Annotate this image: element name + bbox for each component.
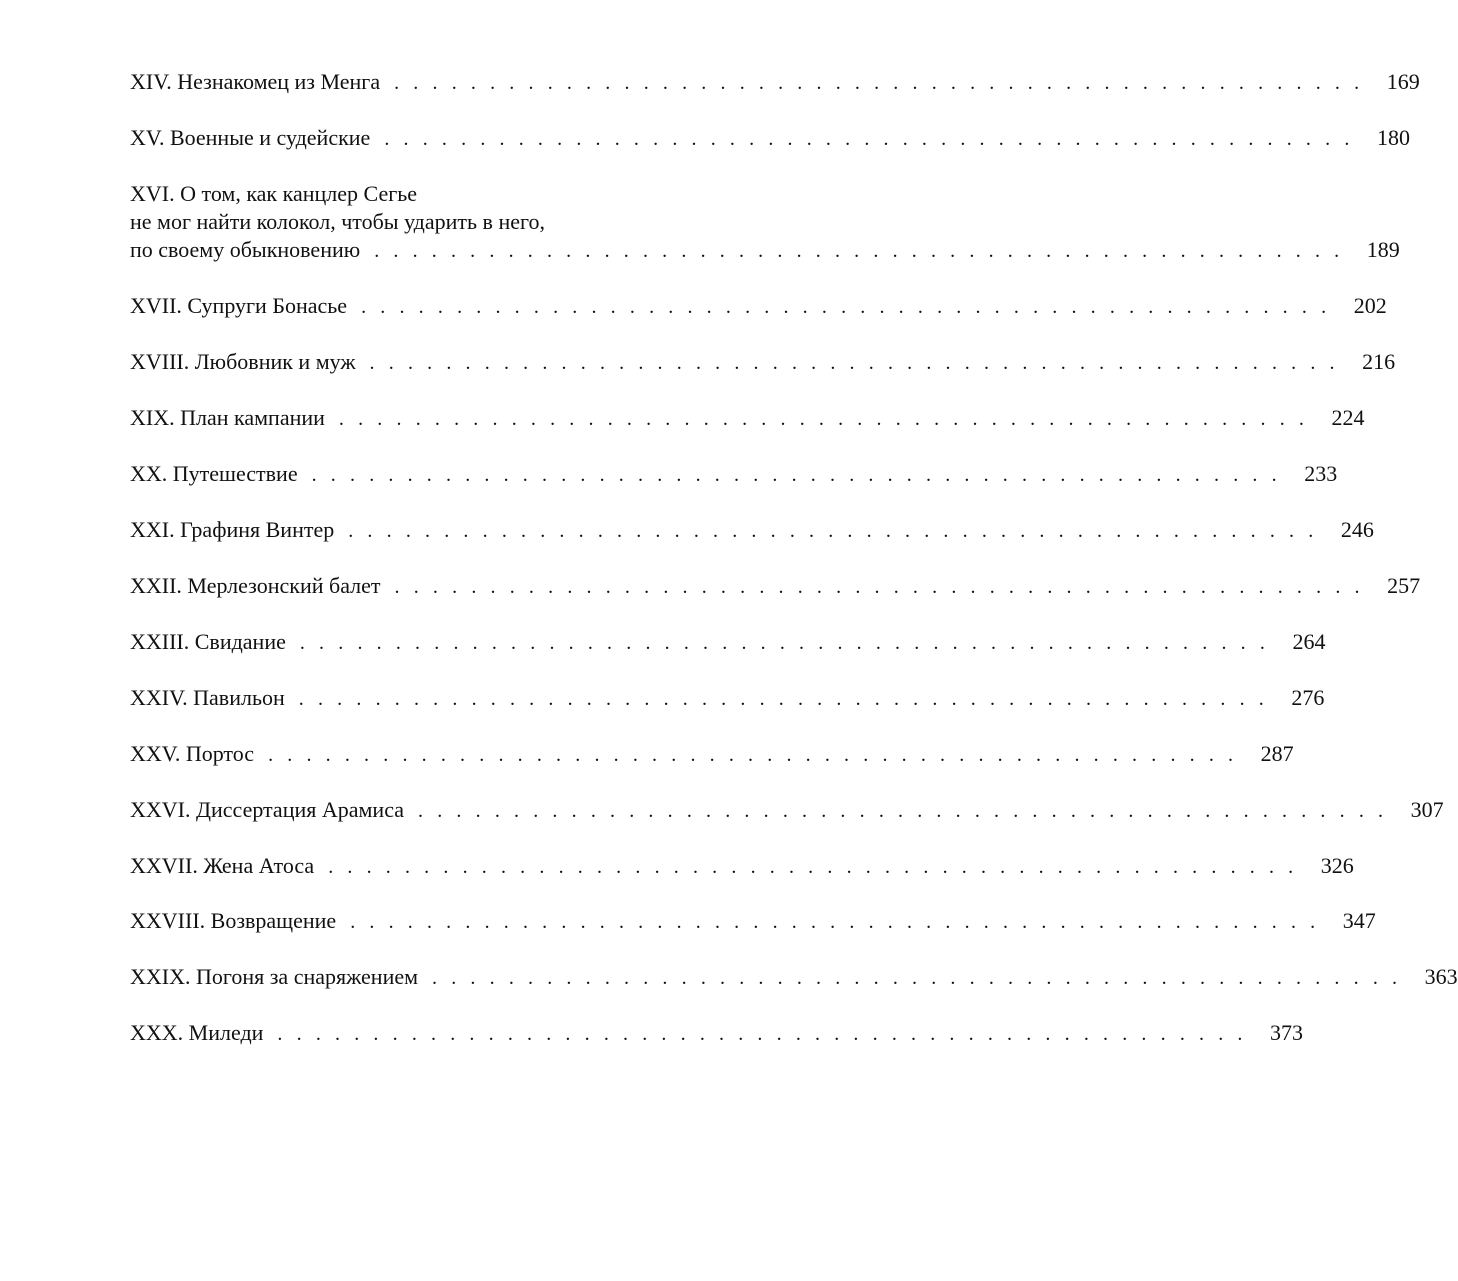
leader-dots: . . . . . . . . . . . . . . . . . . . . . . . . . . . . . . . . . . . . . . . . . . . . . . . . . . .	[394, 576, 1365, 598]
toc-entry-title: XVIII. Любовник и муж	[130, 349, 356, 374]
toc-entry-title: XXIII. Свидание	[130, 629, 286, 654]
toc-entry-page-number: 307	[1410, 797, 1444, 822]
toc-entry-page-number: 216	[1362, 349, 1396, 374]
toc-entry-title: XIV. Незнакомец из Менга	[130, 69, 381, 94]
toc-entry[interactable]	[130, 572, 1421, 601]
toc-entry-line	[130, 907, 1376, 936]
leader-dots: . . . . . . . . . . . . . . . . . . . . . . . . . . . . . . . . . . . . . . . . . . . . . . . . . . .	[277, 1023, 1248, 1045]
toc-entry-line	[130, 963, 1458, 992]
toc-entry-title: XVII. Супруги Бонасье	[130, 293, 348, 318]
toc-entry-page-number: 363	[1424, 964, 1458, 989]
toc-entry-title-line: не мог найти колокол, чтобы ударить в него,	[130, 209, 545, 234]
leader-dots: . . . . . . . . . . . . . . . . . . . . . . . . . . . . . . . . . . . . . . . . . . . . . . . . . . .	[311, 464, 1282, 486]
toc-entry-line	[130, 68, 1420, 97]
toc-entry[interactable]	[130, 68, 1420, 97]
toc-entry-page-number: 169	[1386, 69, 1420, 94]
toc-entry-page-number: 233	[1304, 461, 1338, 486]
toc-entry[interactable]	[130, 907, 1376, 936]
toc-entry-line	[130, 236, 1400, 265]
toc-entry-page-number: 189	[1366, 237, 1400, 262]
toc-entry-title: XXV. Портос	[130, 741, 255, 766]
leader-dots: . . . . . . . . . . . . . . . . . . . . . . . . . . . . . . . . . . . . . . . . . . . . . . . . . . .	[299, 632, 1270, 654]
toc-entry-page-number: 373	[1270, 1020, 1304, 1045]
toc-entry[interactable]	[130, 1019, 1304, 1048]
toc-entry-page-number: 276	[1291, 685, 1325, 710]
toc-entry-page-number: 287	[1260, 741, 1294, 766]
toc-entry-title: XV. Военные и судейские	[130, 125, 371, 150]
leader-dots: . . . . . . . . . . . . . . . . . . . . . . . . . . . . . . . . . . . . . . . . . . . . . . . . . . .	[374, 240, 1344, 262]
toc-entry-line	[130, 628, 1326, 657]
toc-entry[interactable]	[130, 348, 1396, 377]
toc-entry-line	[130, 460, 1338, 489]
toc-entry[interactable]	[130, 796, 1444, 825]
toc-entry-line	[130, 852, 1354, 881]
toc-entry[interactable]	[130, 628, 1326, 657]
toc-entry-page-number: 347	[1342, 908, 1376, 933]
toc-entry-title: XXX. Миледи	[130, 1020, 264, 1045]
toc-entry-line	[130, 516, 1374, 545]
toc-entry-line	[130, 348, 1396, 377]
leader-dots: . . . . . . . . . . . . . . . . . . . . . . . . . . . . . . . . . . . . . . . . . . . . . . . . . . .	[328, 856, 1298, 878]
toc-entry-page-number: 180	[1376, 125, 1410, 150]
toc-entry[interactable]	[130, 740, 1294, 769]
toc-entry-line	[130, 740, 1294, 769]
leader-dots: . . . . . . . . . . . . . . . . . . . . . . . . . . . . . . . . . . . . . . . . . . . . . . . . . . .	[268, 744, 1238, 766]
toc-entry[interactable]	[130, 852, 1354, 881]
toc-entry[interactable]	[130, 516, 1374, 545]
leader-dots: . . . . . . . . . . . . . . . . . . . . . . . . . . . . . . . . . . . . . . . . . . . . . . . . . . .	[384, 128, 1354, 150]
toc-entry-line	[130, 796, 1444, 825]
toc-entry-page-number: 246	[1340, 517, 1374, 542]
leader-dots: . . . . . . . . . . . . . . . . . . . . . . . . . . . . . . . . . . . . . . . . . . . . . . . . . . .	[394, 72, 1364, 94]
leader-dots: . . . . . . . . . . . . . . . . . . . . . . . . . . . . . . . . . . . . . . . . . . . . . . . . . . .	[418, 800, 1388, 822]
toc-entry[interactable]	[130, 124, 1410, 153]
toc-entry-line	[130, 124, 1410, 153]
toc-entry-title: по своему обыкновению	[130, 237, 361, 262]
leader-dots: . . . . . . . . . . . . . . . . . . . . . . . . . . . . . . . . . . . . . . . . . . . . . . . . . . .	[350, 911, 1320, 933]
leader-dots: . . . . . . . . . . . . . . . . . . . . . . . . . . . . . . . . . . . . . . . . . . . . . . . . . . .	[298, 688, 1269, 710]
toc-entry[interactable]	[130, 292, 1387, 321]
toc-entry-line	[130, 684, 1325, 713]
leader-dots: . . . . . . . . . . . . . . . . . . . . . . . . . . . . . . . . . . . . . . . . . . . . . . . . . . .	[369, 352, 1340, 374]
toc-entry-title: XXII. Мерлезонский балет	[130, 573, 381, 598]
toc-entry[interactable]	[130, 180, 1400, 265]
toc-entry-title: XX. Путешествие	[130, 461, 298, 486]
toc-entry-page-number: 257	[1387, 573, 1421, 598]
toc-entry-page-number: 326	[1320, 853, 1354, 878]
toc-entry[interactable]	[130, 963, 1458, 992]
toc-entry-title: XXIX. Погоня за снаряжением	[130, 964, 419, 989]
toc-entry-page-number: 264	[1292, 629, 1326, 654]
toc-entry-title: XIX. План кампании	[130, 405, 325, 430]
toc-entry-title: XXVI. Диссертация Арамиса	[130, 797, 405, 822]
toc-entry[interactable]	[130, 684, 1325, 713]
toc-entry-title-line: XVI. О том, как канцлер Сегье	[130, 181, 418, 206]
toc-entry-line	[130, 1019, 1304, 1048]
toc-entry-line	[130, 404, 1365, 433]
toc-entry-title: XXIV. Павильон	[130, 685, 285, 710]
toc-entry[interactable]	[130, 460, 1338, 489]
leader-dots: . . . . . . . . . . . . . . . . . . . . . . . . . . . . . . . . . . . . . . . . . . . . . . . . . . .	[432, 967, 1402, 989]
leader-dots: . . . . . . . . . . . . . . . . . . . . . . . . . . . . . . . . . . . . . . . . . . . . . . . . . . .	[338, 408, 1309, 430]
toc-entry[interactable]	[130, 404, 1365, 433]
toc-entry-title: XXVIII. Возвращение	[130, 908, 337, 933]
toc-entry-page-number: 202	[1353, 293, 1387, 318]
toc-entry-line	[130, 572, 1421, 601]
toc-entry-title: XXVII. Жена Атоса	[130, 853, 315, 878]
toc-entry-page-number: 224	[1331, 405, 1365, 430]
leader-dots: . . . . . . . . . . . . . . . . . . . . . . . . . . . . . . . . . . . . . . . . . . . . . . . . . . .	[348, 520, 1318, 542]
toc-entry-title: XXI. Графиня Винтер	[130, 517, 335, 542]
leader-dots: . . . . . . . . . . . . . . . . . . . . . . . . . . . . . . . . . . . . . . . . . . . . . . . . . . .	[361, 296, 1331, 318]
toc-entry-line	[130, 292, 1387, 321]
